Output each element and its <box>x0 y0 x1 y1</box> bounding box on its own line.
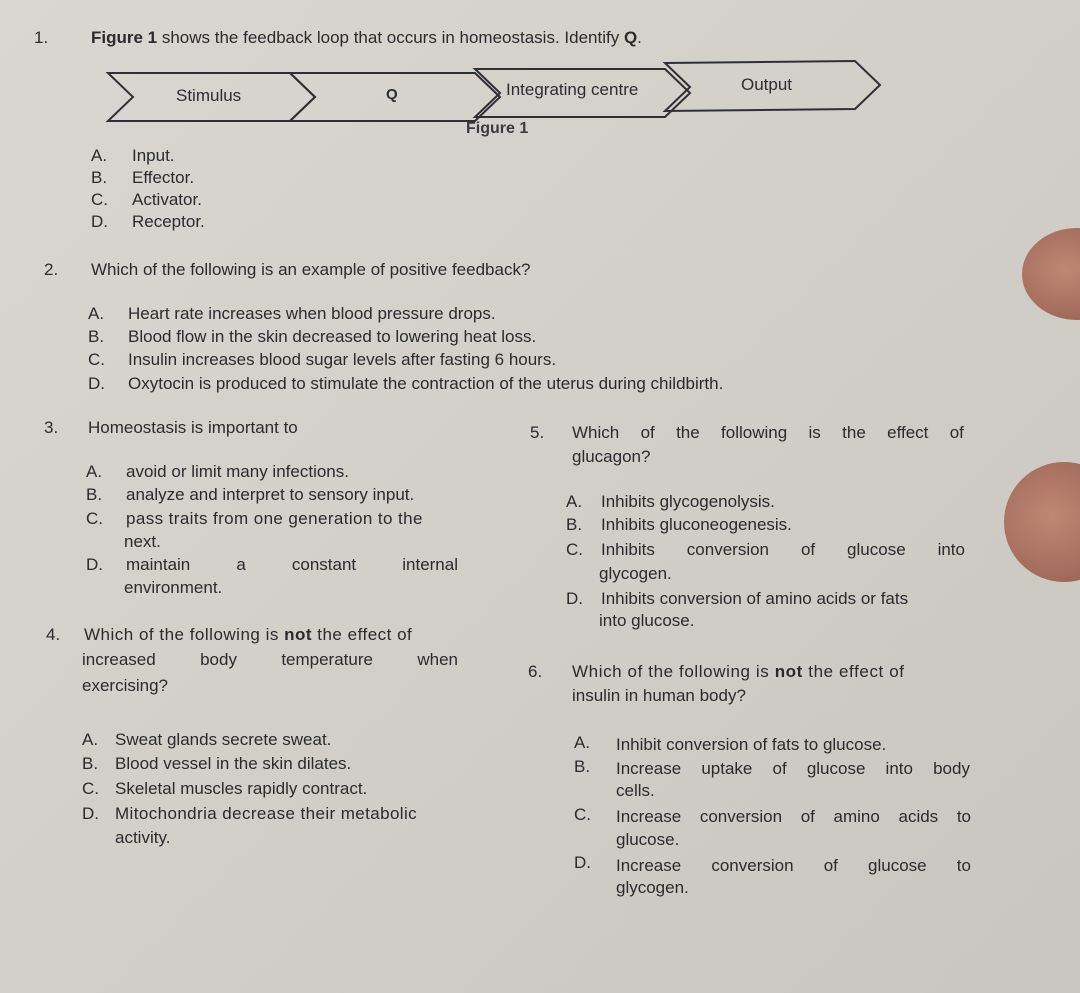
q3-option-c-text-line1: pass traits from one generation to the <box>126 509 423 528</box>
q4-option-d: D. <box>82 804 99 823</box>
q5-number: 5. <box>530 423 545 442</box>
q1-option-b: B. <box>91 168 108 187</box>
q5-option-a: A. <box>566 492 583 511</box>
q6-option-c-text-line1: Increase conversion of amino acids to <box>616 807 971 826</box>
q2-option-a: A. <box>88 304 105 323</box>
q3-text: Homeostasis is important to <box>88 418 298 437</box>
q3-option-d-text-line1: maintain a constant internal <box>126 555 458 574</box>
q6-option-d-text-line2: glycogen. <box>616 878 689 897</box>
q6-option-b-text-line2: cells. <box>616 781 655 800</box>
q1-option-c-text: Activator. <box>132 190 202 209</box>
q4-option-c-text: Skeletal muscles rapidly contract. <box>115 779 368 798</box>
q2-option-b: B. <box>88 327 105 346</box>
q3-option-b: B. <box>86 485 103 504</box>
q3-option-c-text-line2: next. <box>124 532 161 551</box>
q4-option-a-text: Sweat glands secrete sweat. <box>115 730 332 749</box>
q2-option-a-text: Heart rate increases when blood pressure drops. <box>128 304 496 323</box>
q4-option-a: A. <box>82 730 99 749</box>
q3-option-a: A. <box>86 462 103 481</box>
q5-option-a-text: Inhibits glycogenolysis. <box>601 492 775 511</box>
q3-option-d: D. <box>86 555 103 574</box>
figure-caption: Figure 1 <box>466 120 529 137</box>
q1-number: 1. <box>34 28 49 47</box>
q4-option-b-text: Blood vessel in the skin dilates. <box>115 754 352 773</box>
q6-not-emphasis: not <box>774 662 803 681</box>
q1-option-d-text: Receptor. <box>132 212 205 231</box>
q1-text-main: shows the feedback loop that occurs in homeostasis. Identify <box>157 28 624 47</box>
q5-option-d-text-line1: Inhibits conversion of amino acids or fats <box>601 589 909 608</box>
q6-number: 6. <box>528 662 543 681</box>
q3-option-c: C. <box>86 509 103 528</box>
q1-option-a-text: Input. <box>132 146 175 165</box>
q2-option-d: D. <box>88 374 105 393</box>
finger-shadow-bottom <box>1004 462 1080 582</box>
q5-option-d: D. <box>566 589 583 608</box>
q4-text-line3: exercising? <box>82 676 168 695</box>
q6-text-line2: insulin in human body? <box>572 686 746 705</box>
q4-text-line1: Which of the following is not the effect of <box>84 625 413 644</box>
q4-not-emphasis: not <box>284 625 313 644</box>
q1-figure-ref: Figure 1 <box>91 28 158 47</box>
q1-option-b-text: Effector. <box>132 168 195 187</box>
q2-option-b-text: Blood flow in the skin decreased to lowering heat loss. <box>128 327 537 346</box>
q5-option-d-text-line2: into glucose. <box>599 611 695 630</box>
q6-option-a: A. <box>574 733 591 752</box>
q4-option-b: B. <box>82 754 99 773</box>
q6-option-b: B. <box>574 757 591 776</box>
q5-option-c-text-line1: Inhibits conversion of glucose into <box>601 540 965 559</box>
q2-option-d-text: Oxytocin is produced to stimulate the contraction of the uterus during childbirth. <box>128 374 724 393</box>
q5-option-b: B. <box>566 515 583 534</box>
q3-option-d-text-line2: environment. <box>124 578 223 597</box>
q2-option-c: C. <box>88 350 105 369</box>
q5-option-b-text: Inhibits gluconeogenesis. <box>601 515 792 534</box>
q3-option-a-text: avoid or limit many infections. <box>126 462 349 481</box>
q3-number: 3. <box>44 418 59 437</box>
box-stimulus: Stimulus <box>176 86 242 105</box>
q4-option-d-text-line2: activity. <box>115 828 171 847</box>
box-integrating-centre: Integrating centre <box>506 80 639 99</box>
q6-option-a-text: Inhibit conversion of fats to glucose. <box>616 735 887 754</box>
q5-text-line1: Which of the following is the effect of <box>572 423 964 442</box>
box-output: Output <box>741 75 793 94</box>
q4-option-c: C. <box>82 779 99 798</box>
q1-option-c: C. <box>91 190 108 209</box>
q4-option-d-text-line1: Mitochondria decrease their metabolic <box>115 804 418 823</box>
q6-option-d-text-line1: Increase conversion of glucose to <box>616 856 971 875</box>
q5-option-c: C. <box>566 540 583 559</box>
q5-text-line2: glucagon? <box>572 447 651 466</box>
q4-text-line2: increased body temperature when <box>82 650 458 669</box>
q6-option-c: C. <box>574 805 591 824</box>
q5-option-c-text-line2: glycogen. <box>599 564 672 583</box>
q6-option-d: D. <box>574 853 591 872</box>
q1-option-a: A. <box>91 146 108 165</box>
box-q: Q <box>386 86 398 103</box>
q1-q-ref: Q <box>623 28 638 47</box>
q1-text: Figure 1 shows the feedback loop that occurs in homeostasis. Identify Q. <box>91 28 642 47</box>
q2-number: 2. <box>44 260 59 279</box>
q2-text: Which of the following is an example of positive feedback? <box>91 260 531 279</box>
q6-option-b-text-line1: Increase uptake of glucose into body <box>616 759 970 778</box>
q3-option-b-text: analyze and interpret to sensory input. <box>126 485 415 504</box>
q6-option-c-text-line2: glucose. <box>616 830 680 849</box>
q6-text-line1: Which of the following is not the effect of <box>572 662 905 681</box>
q4-number: 4. <box>46 625 61 644</box>
finger-shadow-top <box>1022 228 1080 320</box>
q2-option-c-text: Insulin increases blood sugar levels after fasting 6 hours. <box>128 350 557 369</box>
q1-option-d: D. <box>91 212 108 231</box>
